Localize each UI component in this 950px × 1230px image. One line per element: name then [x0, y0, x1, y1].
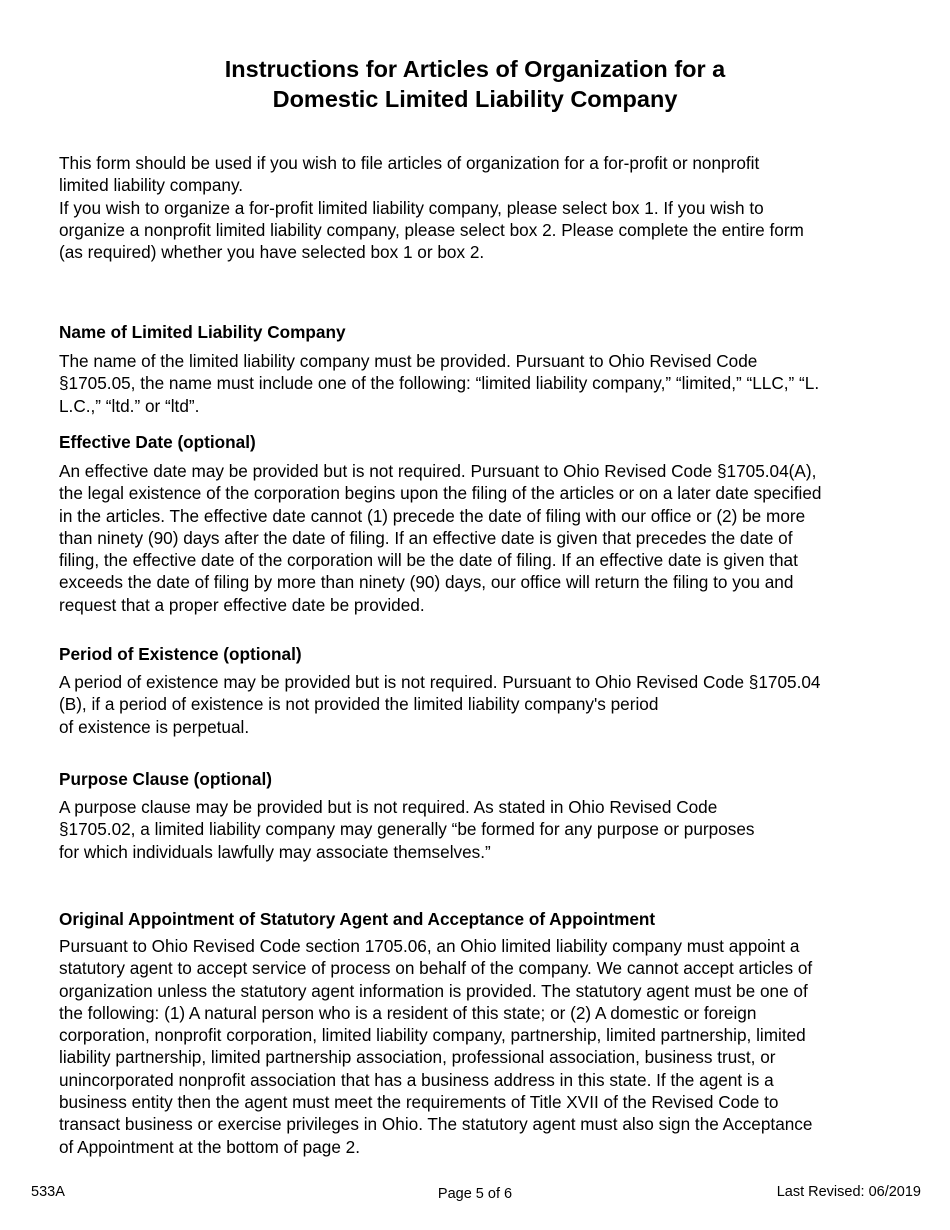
text-line: unincorporated nonprofit association that has a business address in this state. If the agent is a	[59, 1069, 774, 1090]
text-line: the following: (1) A natural person who is a resident of this state; or (2) A domestic or foreign	[59, 1002, 757, 1023]
text-line: statutory agent to accept service of process on behalf of the company. We cannot accept articles of	[59, 958, 813, 979]
text-line: §1705.02, a limited liability company may generally “be formed for any purpose or purposes	[59, 819, 755, 840]
text-line: L.C.,” “ltd.” or “ltd”.	[59, 395, 200, 416]
text-line: §1705.05, the name must include one of the following: “limited liability company,” “limited,” “LLC,” “L.	[59, 373, 820, 394]
text-line: This form should be used if you wish to file articles of organization for a for-profit or nonprofit	[59, 153, 760, 173]
text-line: corporation, nonprofit corporation, limited liability company, partnership, limited partnership, limited	[59, 1025, 806, 1046]
text-line: transact business or exercise privileges in Ohio. The statutory agent must also sign the Acceptance	[59, 1114, 813, 1135]
section-heading-period-of-existence: Period of Existence (optional)	[59, 644, 302, 664]
section-heading-effective-date: Effective Date (optional)	[59, 432, 256, 452]
text-line: Pursuant to Ohio Revised Code section 1705.06, an Ohio limited liability company must appoint a	[59, 936, 800, 956]
title-line-2: Domestic Limited Liability Company	[272, 86, 678, 112]
section-heading-purpose-clause: Purpose Clause (optional)	[59, 769, 272, 789]
text-line: (B), if a period of existence is not provided the limited liability company's period	[59, 694, 659, 715]
section-body-statutory-agent	[59, 935, 899, 1158]
text-line: exceeds the date of filing by more than ninety (90) days, our office will return the filing to you and	[59, 572, 794, 593]
text-line: The name of the limited liability company must be provided. Pursuant to Ohio Revised Code	[59, 351, 758, 371]
text-line: request that a proper effective date be provided.	[59, 594, 425, 615]
text-line: of Appointment at the bottom of page 2.	[59, 1136, 360, 1157]
text-line: (as required) whether you have selected box 1 or box 2.	[59, 242, 485, 263]
footer-last-revised: Last Revised: 06/2019	[776, 1184, 921, 1200]
section-heading-statutory-agent: Original Appointment of Statutory Agent and Acceptance of Appointment	[59, 909, 656, 929]
text-line: An effective date may be provided but is not required. Pursuant to Ohio Revised Code §1705.04(A),	[59, 461, 817, 481]
text-line: A purpose clause may be provided but is not required. As stated in Ohio Revised Code	[59, 797, 718, 817]
text-line: of existence is perpetual.	[59, 716, 250, 737]
text-line: than ninety (90) days after the date of filing. If an effective date is given that precedes the date of	[59, 527, 793, 548]
text-line: in the articles. The effective date cannot (1) precede the date of filing with our office or (2) be more	[59, 505, 806, 526]
text-line: filing, the effective date of the corporation will be the date of filing. If an effective date is given that	[59, 550, 798, 571]
text-line: limited liability company.	[59, 175, 244, 196]
section-body-effective-date	[59, 460, 899, 616]
text-line: for which individuals lawfully may associate themselves.”	[59, 841, 491, 862]
section-body-purpose-clause	[59, 796, 899, 863]
section-body-period-of-existence	[59, 671, 899, 738]
footer-form-number: 533A	[31, 1184, 65, 1200]
text-line: A period of existence may be provided but is not required. Pursuant to Ohio Revised Code §1705.04	[59, 672, 821, 692]
text-line: organization unless the statutory agent information is provided. The statutory agent must be one of	[59, 980, 808, 1001]
text-line: the legal existence of the corporation begins upon the filing of the articles or on a later date specified	[59, 483, 822, 504]
text-line: organize a nonprofit limited liability company, please select box 2. Please complete the entire form	[59, 219, 804, 240]
document-title	[0, 54, 950, 114]
section-heading-name: Name of Limited Liability Company	[59, 322, 346, 342]
text-line: If you wish to organize a for-profit limited liability company, please select box 1. If you wish to	[59, 197, 764, 218]
intro-paragraph	[59, 152, 899, 263]
section-body-name	[59, 350, 899, 417]
text-line: liability partnership, limited partnership association, professional association, business trust, or	[59, 1047, 776, 1068]
title-line-1: Instructions for Articles of Organization for a	[224, 56, 726, 82]
text-line: business entity then the agent must meet the requirements of Title XVII of the Revised Code to	[59, 1092, 779, 1113]
footer-page-number: Page 5 of 6	[437, 1186, 513, 1202]
